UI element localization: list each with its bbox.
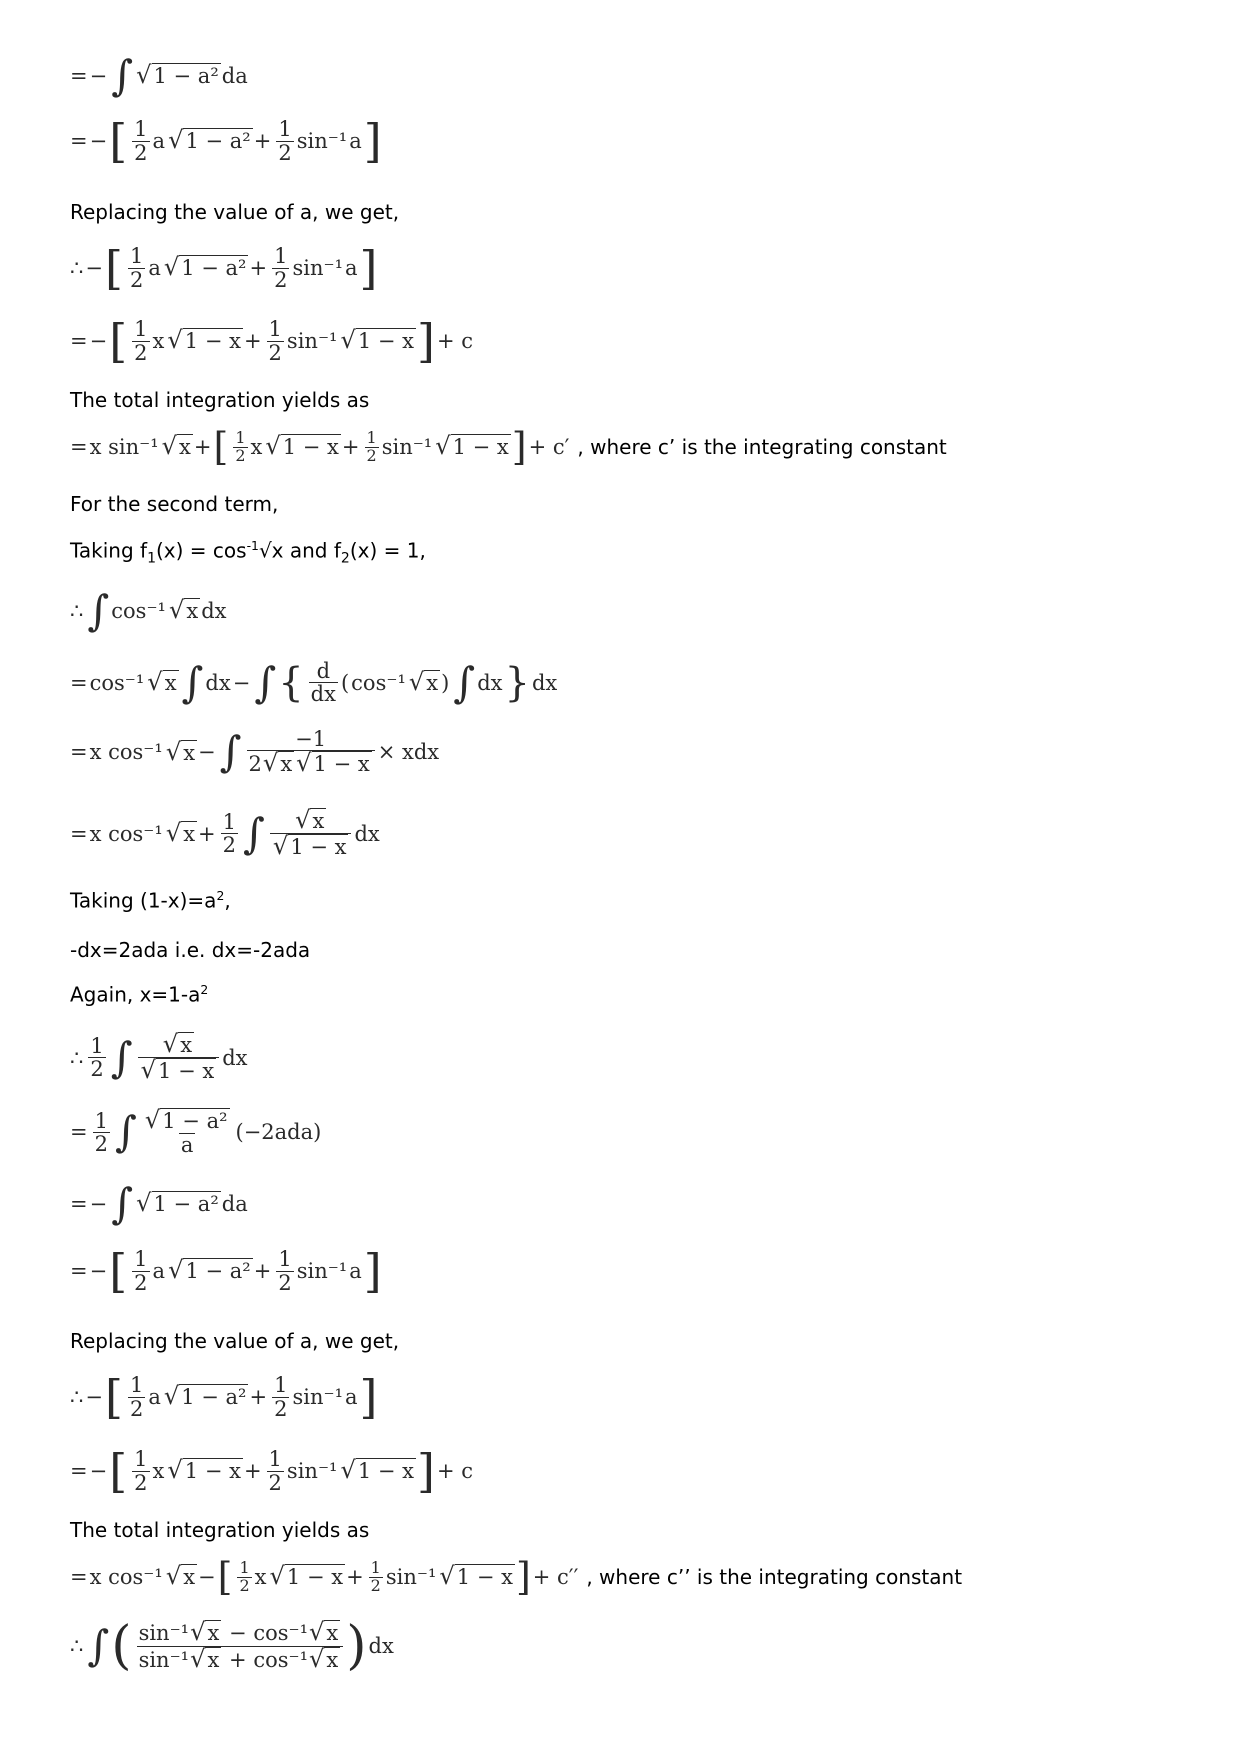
text-line: For the second term,	[70, 492, 279, 516]
equation-line: = − [ $\frac{1}{2}$ a √ 1 − a² + $\frac{1}{2}$ sin⁻¹ a ]	[70, 114, 382, 168]
equation-line: = − [ $\frac{1}{2}$ x √ 1 − x + $\frac{1}{2}$ sin⁻¹ √ 1 − x ] + c	[70, 1444, 473, 1498]
minus-sign: −	[89, 64, 108, 88]
equation-line: = x cos⁻¹ √ x − [ $\frac{1}{2}$ x √ 1 − x + $\frac{1}{2}$ sin⁻¹ √ 1 − x ] + c′′ , where c’’ is the integrating constant	[70, 1555, 963, 1599]
equation-line: = $\frac{1}{2}$ ∫ √ 1 − a² a (−2ada)	[70, 1106, 322, 1158]
text-line: The total integration yields as	[70, 1518, 370, 1542]
equation-line: ∴ − [ $\frac{1}{2}$ a √ 1 − a² + $\frac{1}{2}$ sin⁻¹ a ]	[70, 241, 378, 295]
sqrt: √ 1 − a²	[136, 61, 219, 90]
equation-line: = cos⁻¹ √ x ∫ dx − ∫ { $\frac{d}{dx}$ ( cos⁻¹ √ x ) ∫ dx } dx	[70, 657, 558, 707]
equation-line: ∴ ∫ ( sin⁻¹ √ x − cos⁻¹ √ x sin⁻¹ √ x + cos⁻¹ √ x ) dx	[70, 1616, 394, 1676]
text-line: Replacing the value of a, we get,	[70, 200, 400, 224]
text-line: Again, $x=1-a^2$	[70, 982, 209, 1007]
equation-line: = − [ $\frac{1}{2}$ x √ 1 − x + $\frac{1}{2}$ sin⁻¹ √ 1 − x ] + c	[70, 314, 473, 368]
eq-sign: =	[70, 64, 88, 88]
equation-line: = − [ $\frac{1}{2}$ a √ 1 − a² + $\frac{1}{2}$ sin⁻¹ a ]	[70, 1244, 382, 1298]
text-line: Taking $(1-x)=a^2$,	[70, 888, 231, 913]
equation-line	[70, 51, 250, 100]
text-line: Replacing the value of a, we get,	[70, 1329, 400, 1353]
text-line: Taking $f_1(x) = \cos^{-1}√x$ and $f_2(x) = 1$,	[70, 538, 426, 567]
fraction: $\frac{1}{2}$	[134, 117, 148, 165]
text-line: -dx=2ada i.e. dx=-2ada	[70, 938, 311, 962]
equation-line: = x cos⁻¹ √ x + $\frac{1}{2}$ ∫ √ x √ 1 − x dx	[70, 806, 380, 861]
differential: da	[221, 64, 248, 88]
text-line: The total integration yields as	[70, 388, 370, 412]
equation-line: = x cos⁻¹ √ x − ∫ −1 2 √ x √ 1 − x × xdx	[70, 727, 440, 778]
integral-sign: ∫	[111, 51, 134, 100]
equation-line: ∴ $\frac{1}{2}$ ∫ √ x √ 1 − x dx	[70, 1030, 248, 1085]
equation-line: = x sin⁻¹ √ x + [ $\frac{1}{2}$ x √ 1 − x + $\frac{1}{2}$ sin⁻¹ √ 1 − x ] + c′ , where c’ is the integrating constant	[70, 425, 947, 469]
equation-line: = − ∫ √ 1 − a² da	[70, 1179, 248, 1228]
equation-line: ∴ ∫ cos⁻¹ √ x dx	[70, 586, 227, 635]
equation-line: ∴ − [ $\frac{1}{2}$ a √ 1 − a² + $\frac{1}{2}$ sin⁻¹ a ]	[70, 1370, 378, 1424]
